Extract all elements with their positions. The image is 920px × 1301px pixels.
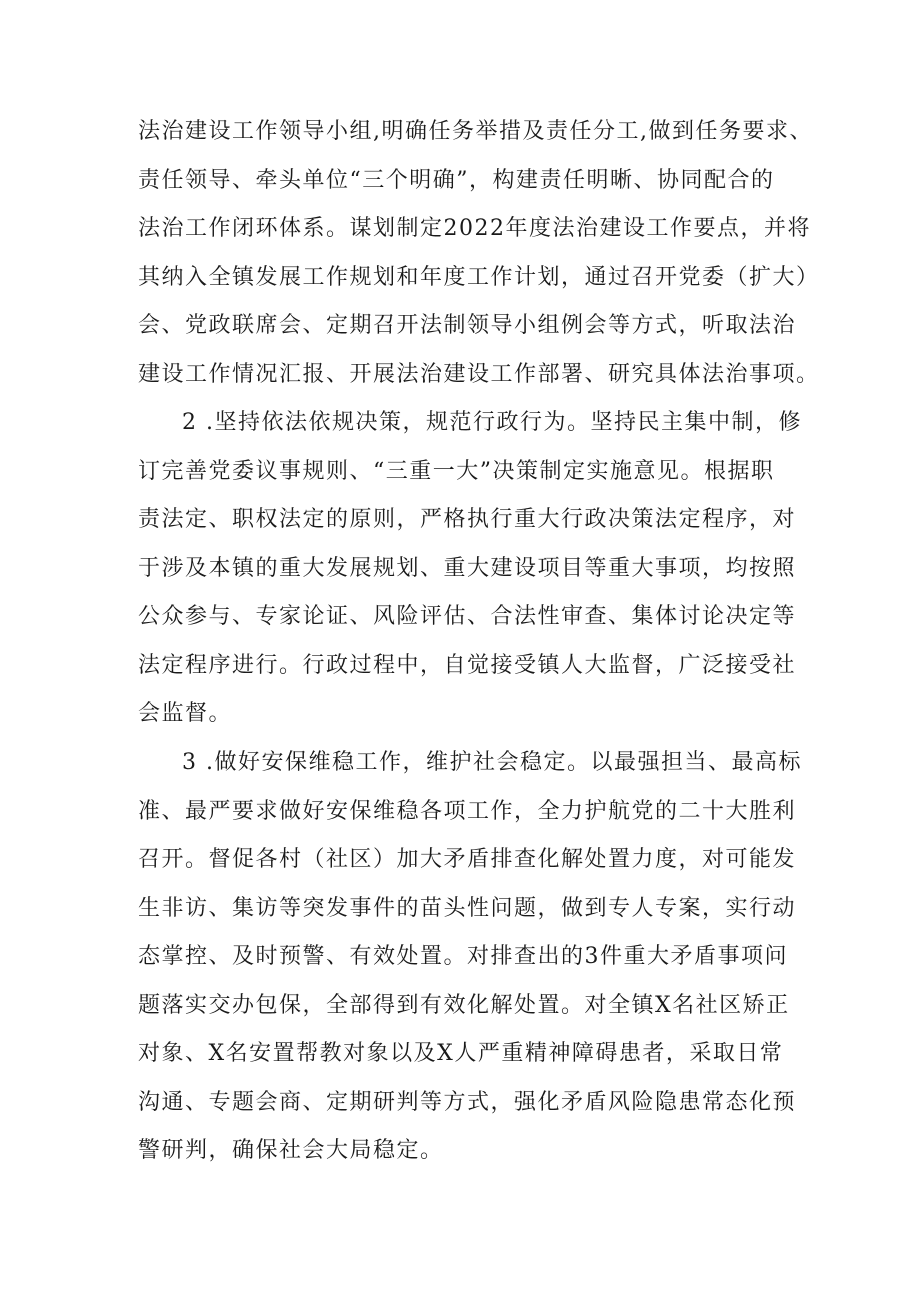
- paragraph-2-line-5: 公众参与、专家论证、风险评估、合法性审查、集体讨论决定等: [138, 604, 797, 629]
- paragraph-3-line-3: 召开。督促各村（社区）加大矛盾排查化解处置力度，对可能发: [138, 847, 797, 872]
- paragraph-2-line-1: 2 .坚持依法依规决策，规范行政行为。坚持民主集中制，修: [182, 410, 802, 435]
- paragraph-1-line-5: 会、党政联席会、定期召开法制领导小组例会等方式，听取法治: [138, 313, 797, 338]
- paragraph-3-line-9: 警研判，确保社会大局稳定。: [138, 1138, 444, 1163]
- paragraph-3-line-6: 题落实交办包保，全部得到有效化解处置。对全镇X名社区矫正: [138, 993, 790, 1018]
- paragraph-3-line-7: 对象、X名安置帮教对象以及X人严重精神障碍患者，采取日常: [138, 1041, 784, 1066]
- paragraph-1-line-2: 责任领导、牵头单位“三个明确”，构建责任明晰、协同配合的: [138, 168, 775, 193]
- paragraph-3-line-8: 沟通、专题会商、定期研判等方式，强化矛盾风险隐患常态化预: [138, 1090, 797, 1115]
- paragraph-3-line-5: 态掌控、及时预警、有效处置。对排查出的3件重大矛盾事项问: [138, 944, 788, 969]
- paragraph-2-line-2: 订完善党委议事规则、“三重一大”决策制定实施意见。根据职: [138, 459, 775, 484]
- paragraph-2-line-4: 于涉及本镇的重大发展规划、重大建设项目等重大事项，均按照: [138, 556, 797, 581]
- paragraph-3-line-4: 生非访、集访等突发事件的苗头性问题，做到专人专案，实行动: [138, 896, 797, 921]
- paragraph-3-line-2: 准、最严要求做好安保维稳各项工作，全力护航党的二十大胜利: [138, 799, 797, 824]
- paragraph-1-line-6: 建设工作情况汇报、开展法治建设工作部署、研究具体法治事项。: [138, 362, 820, 387]
- paragraph-1-line-4: 其纳入全镇发展工作规划和年度工作计划，通过召开党委（扩大）: [138, 265, 820, 290]
- paragraph-2-line-3: 责法定、职权法定的原则，严格执行重大行政决策法定程序，对: [138, 507, 797, 532]
- paragraph-2-line-6: 法定程序进行。行政过程中，自觉接受镇人大监督，广泛接受社: [138, 653, 797, 678]
- paragraph-1-line-1: 法治建设工作领导小组,明确任务举措及责任分工,做到任务要求、: [138, 119, 813, 144]
- paragraph-2-line-7: 会监督。: [138, 701, 233, 726]
- paragraph-1-line-3: 法治工作闭环体系。谋划制定2022年度法治建设工作要点，并将: [138, 216, 811, 241]
- paragraph-3-line-1: 3 .做好安保维稳工作，维护社会稳定。以最强担当、最高标: [182, 750, 802, 775]
